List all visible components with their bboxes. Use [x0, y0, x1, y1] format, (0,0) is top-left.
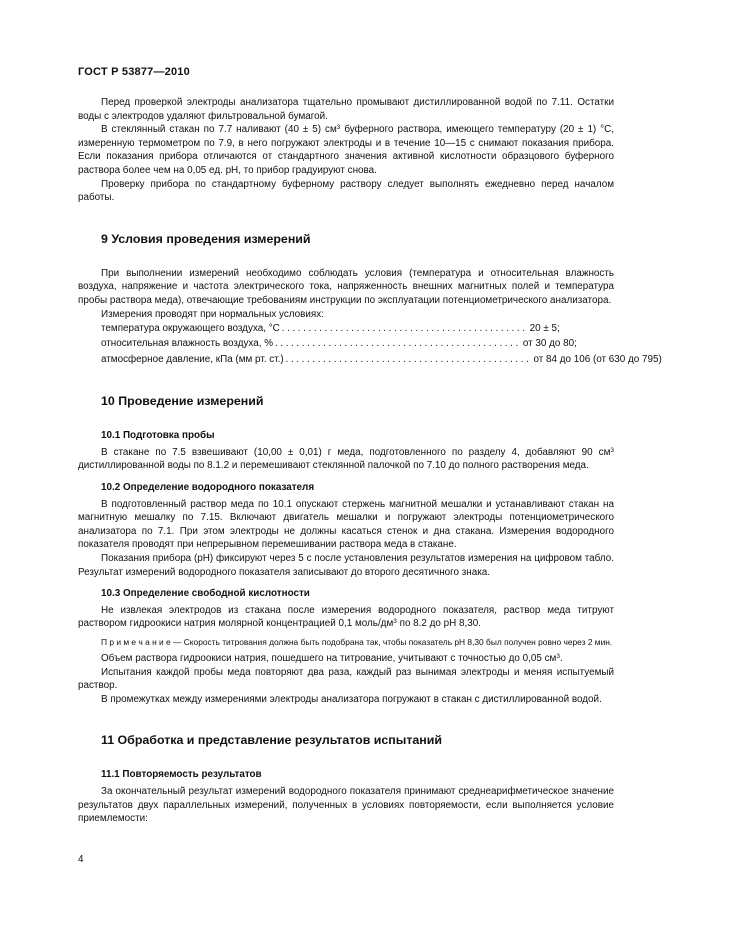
subsection-11-1-paragraph: За окончательный результат измерений водородного показателя принимают среднеарифметическое значение результатов двух параллельных измерений, полученных в условиях повторяемости, если выполняется условие приемлемости: [78, 785, 614, 825]
subsection-10-3-paragraph-1: Не извлекая электродов из стакана после измерения водородного показателя, раствор меда титруют раствором гидроокиси натрия молярной концентрацией 0,1 моль/$дм^3$ по 8.2 до pH 8,30. [78, 604, 614, 630]
subsection-10-2-paragraph-1: В подготовленный раствор меда по 10.1 опускают стержень магнитной мешалки и устанавливают стакан на магнитную мешалку по 7.15. Включают двигатель мешалки и погружают электроды потенциометрического анализатора по 7.1. При этом электроды не должны касаться стенок и дна стакана. Измерения водородного показателя проводят при непрерывном перемешивании раствора меда в стакане. [78, 498, 614, 551]
section-9-paragraph-2: Измерения проводят при нормальных условиях: [101, 308, 324, 320]
section-11-title: 11 Обработка и представление результатов испытаний [101, 733, 443, 748]
intro-paragraph-2: В стеклянный стакан по 7.7 наливают (40 ± 5) $см^3$ буферного раствора, имеющего температуру (20 ± 1) °C, измеренную термометром по 7.9, в него погружают электроды и в течение 10—15 с снимают показания прибора. Если показания прибора отличаются от стандартного значения активной кислотности образцового буферного раствора более чем на 0,05 ед. pH, то прибор градуируют снова. [78, 124, 614, 176]
condition-value: от 30 до 80; [522, 338, 577, 350]
note [78, 636, 614, 648]
note-label: П р и м е ч а н и е [101, 637, 171, 648]
section-9-paragraph-1: При выполнении измерений необходимо соблюдать условия (температура и относительная влажность воздуха, напряжение и частота электрического тока, напряженность внешних магнитных полей и температура пробы раствора меда), отвечающие требованиям инструкции по эксплуатации потенциометрического анализатора. [78, 267, 614, 306]
subsection-10-3-paragraph-4: В промежутках между измерениями электроды анализатора погружают в стакан с дистиллированной водой. [101, 693, 602, 705]
subsection-10-2-paragraph-2: Показания прибора (pH) фиксируют через 5 с после установления результатов измерения на цифровом табло. Результат измерений водородного показателя записывают до второго десятичного знака. [78, 553, 614, 578]
standard-header: ГОСТ Р 53877—2010 [78, 66, 190, 78]
intro-paragraph-3: Проверку прибора по стандартному буферному раствору следует выполнять ежедневно перед началом работы. [78, 178, 614, 204]
condition-row: атмосферное давление, кПа (мм рт. ст.) .............................................. от 84 до 106 (от 630 до 795) [101, 352, 614, 367]
subsection-10-3-paragraph-2: Объем раствора гидроокиси натрия, пошедшего на титрование, учитывают с точностью до 0,05 $см^3$. [101, 653, 563, 665]
document-body [78, 96, 662, 826]
condition-label: атмосферное давление, кПа (мм рт. ст.) [101, 353, 284, 365]
condition-value: от 84 до 106 (от 630 до 795) [533, 353, 662, 365]
note-text: — Скорость титрования должна быть подобрана так, чтобы показатель pH 8,30 был получен ровно через 2 мин. [170, 637, 613, 648]
section-9-title: 9 Условия проведения измерений [101, 231, 311, 246]
condition-label: температура окружающего воздуха, °С [101, 323, 280, 335]
intro-paragraph-1: Перед проверкой электроды анализатора тщательно промывают дистиллированной водой по 7.11. Остатки воды с электродов удаляют фильтровальной бумагой. [78, 97, 614, 122]
subsection-11-1-title: 11.1 Повторяемость результатов [101, 769, 262, 781]
condition-row: температура окружающего воздуха, °С .............................................. 20 ± 5; [101, 321, 614, 336]
page-number: 4 [78, 854, 84, 865]
subsection-10-2-title: 10.2 Определение водородного показателя [101, 482, 315, 494]
condition-row: относительная влажность воздуха, % .............................................. от 30 до 80; [101, 337, 614, 352]
section-10-title: 10 Проведение измерений [101, 394, 264, 409]
subsection-10-3-title: 10.3 Определение свободной кислотности [101, 588, 310, 600]
subsection-10-1-paragraph: В стакане по 7.5 взвешивают (10,00 ± 0,01) г меда, подготовленного по разделу 4, добавляют 90 $см^3$ дистиллированной воды по 8.1.2 и перемешивают стеклянной палочкой по 7.10 до полного растворения меда. [78, 446, 614, 472]
conditions-list [101, 321, 662, 367]
subsection-10-1-title: 10.1 Подготовка пробы [101, 430, 215, 442]
subsection-10-3-paragraph-3: Испытания каждой пробы меда повторяют два раза, каждый раз вынимая электроды и меняя испытуемый раствор. [78, 666, 614, 692]
condition-label: относительная влажность воздуха, % [101, 338, 274, 350]
condition-value: 20 ± 5; [529, 323, 560, 335]
